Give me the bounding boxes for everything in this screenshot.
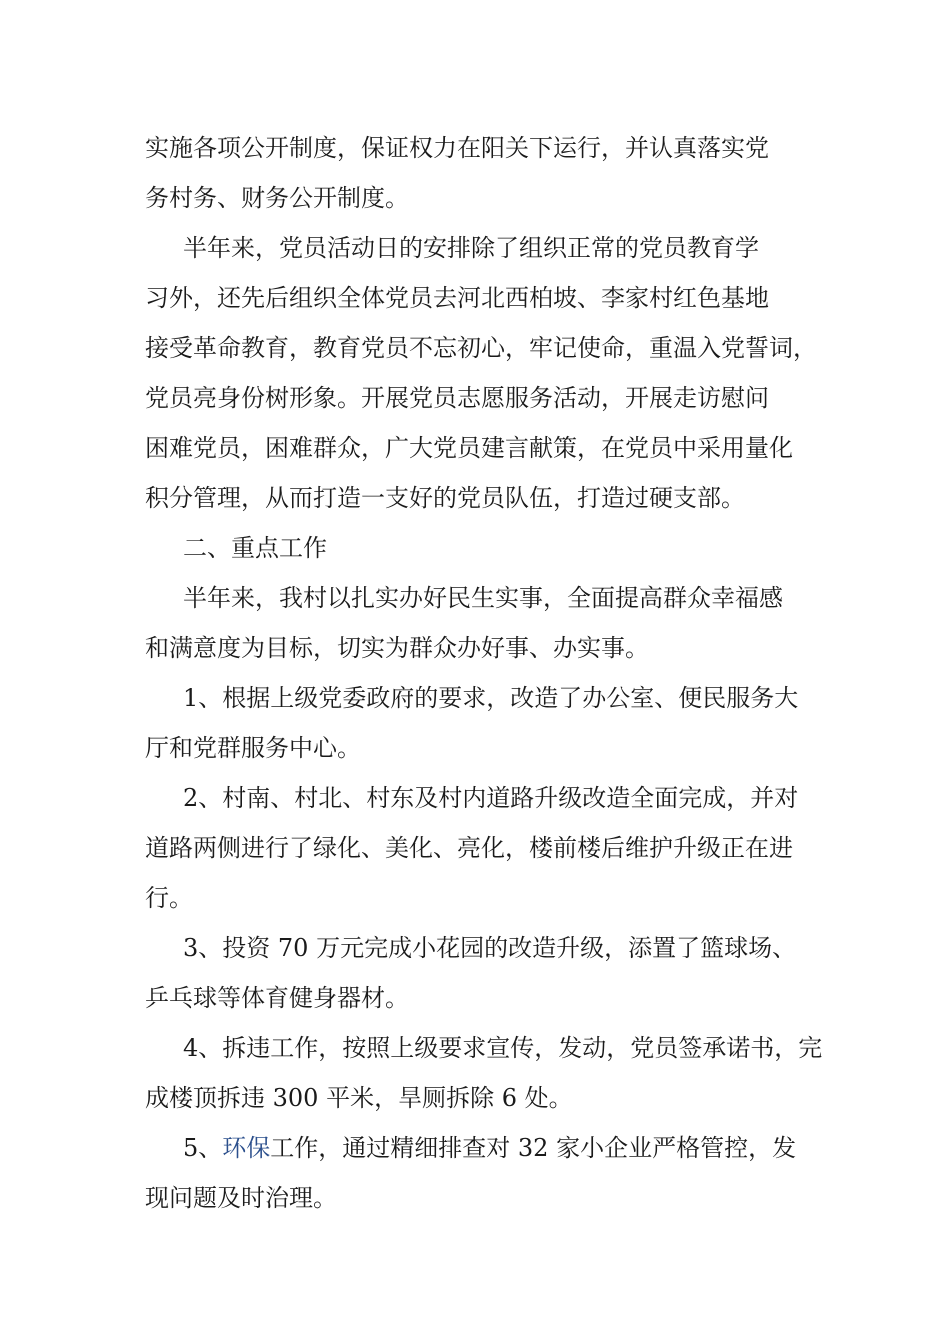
document-body [145, 128, 823, 1228]
paragraph-line: 半年来，我村以扎实办好民生实事，全面提高群众幸福感 [183, 584, 783, 612]
list-item-suffix: 工作，通过精细排查对 32 家小企业严格管控，发 [270, 1134, 797, 1162]
list-item-line [145, 1128, 815, 1178]
list-item-line: 厅和党群服务中心。 [145, 734, 361, 762]
section-heading: 二、重点工作 [183, 534, 327, 562]
list-item-line: 道路两侧进行了绿化、美化、亮化，楼前楼后维护升级正在进 [145, 834, 793, 862]
paragraph-line: 积分管理，从而打造一支好的党员队伍，打造过硬支部。 [145, 484, 745, 512]
paragraph-line: 困难党员，困难群众，广大党员建言献策，在党员中采用量化 [145, 434, 793, 462]
paragraph-line: 习外，还先后组织全体党员去河北西柏坡、李家村红色基地 [145, 284, 769, 312]
paragraph-line: 务村务、财务公开制度。 [145, 184, 409, 212]
list-item-prefix: 5、 [183, 1134, 223, 1162]
list-item-line: 成楼顶拆违 300 平米，旱厕拆除 6 处。 [145, 1084, 573, 1112]
list-item-line: 3、投资 70 万元完成小花园的改造升级，添置了篮球场、 [183, 934, 797, 962]
paragraph-line: 实施各项公开制度，保证权力在阳关下运行，并认真落实党 [145, 134, 769, 162]
list-item-line: 2、村南、村北、村东及村内道路升级改造全面完成，并对 [183, 784, 799, 812]
environment-link[interactable]: 环保 [222, 1134, 271, 1162]
paragraph-line: 接受革命教育，教育党员不忘初心，牢记使命，重温入党誓词， [145, 334, 817, 362]
paragraph-line: 半年来，党员活动日的安排除了组织正常的党员教育学 [183, 234, 759, 262]
list-item-line: 1、根据上级党委政府的要求，改造了办公室、便民服务大 [183, 684, 799, 712]
list-item-line: 乒乓球等体育健身器材。 [145, 984, 409, 1012]
paragraph-line: 和满意度为目标，切实为群众办好事、办实事。 [145, 634, 649, 662]
list-item-line: 行。 [145, 884, 193, 912]
list-item-line: 4、拆违工作，按照上级要求宣传，发动，党员签承诺书，完 [183, 1034, 823, 1062]
paragraph-line: 党员亮身份树形象。开展党员志愿服务活动，开展走访慰问 [145, 384, 769, 412]
list-item-line: 现问题及时治理。 [145, 1184, 337, 1212]
